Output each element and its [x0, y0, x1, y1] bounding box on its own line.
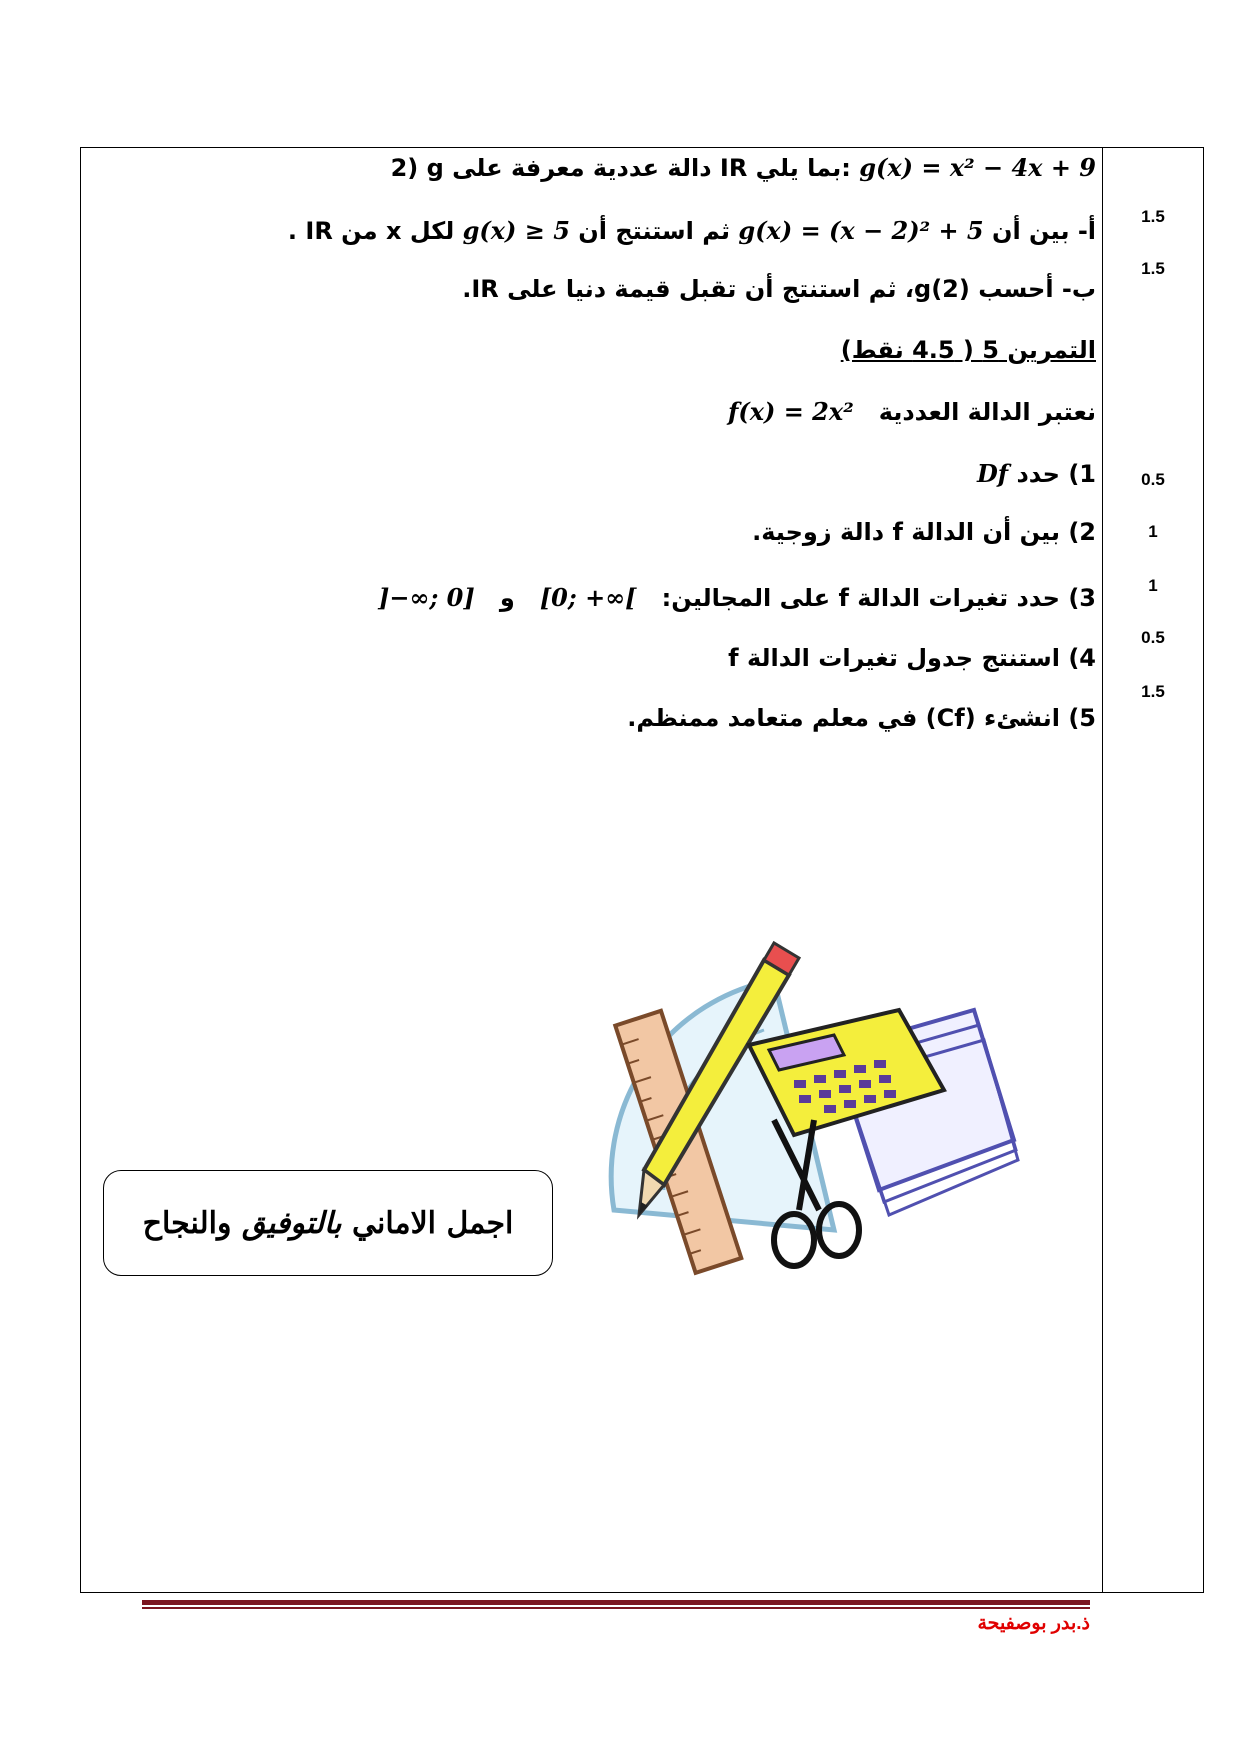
question-b-line: ب- أحسب g(2)، ثم استنتج أن تقبل قيمة دنيا على IR.	[462, 275, 1096, 303]
question-2-line: 2) g دالة عددية معرفة على IR بما يلي: g(x) = x² − 4x + 9	[390, 153, 1096, 182]
exercise-5-q4: 4) استنتج جدول تغيرات الدالة f	[728, 644, 1096, 672]
good-luck-text: اجمل الاماني بالتوفيق والنجاح	[142, 1205, 514, 1241]
points-value: 1	[1148, 522, 1158, 541]
author-name: ذ.بدر بوصفيحة	[977, 1613, 1090, 1634]
school-tools-illustration	[604, 940, 1024, 1280]
exercise-5-intro: نعتبر الدالة العددية f(x) = 2x²	[728, 397, 1096, 426]
good-luck-box	[103, 1170, 553, 1276]
exercise-5-q3: 3) حدد تغيرات الدالة f على المجالين: [0; +∞[ و ]−∞; 0]	[378, 583, 1096, 612]
exercise-5-q1: 1) حدد Df	[976, 459, 1096, 488]
question-a-line: أ- بين أن g(x) = (x − 2)² + 5 ثم استنتج أن g(x) ≥ 5 لكل x من IR .	[287, 216, 1096, 245]
points-value: 1.5	[1141, 682, 1165, 701]
footer-divider	[142, 1600, 1090, 1609]
points-value: 1.5	[1141, 207, 1165, 226]
points-column-divider	[1102, 147, 1103, 1593]
points-value: 1	[1148, 576, 1158, 595]
exercise-5-q5: 5) انشئء (Cf) في معلم متعامد ممنظم.	[627, 704, 1096, 732]
points-value: 1.5	[1141, 259, 1165, 278]
points-value: 0.5	[1141, 628, 1165, 647]
exercise-5-q2: 2) بين أن الدالة f دالة زوجية.	[752, 518, 1096, 546]
exercise-5-title: التمرين 5 ( 4.5 نقط)	[840, 336, 1096, 364]
points-value: 0.5	[1141, 470, 1165, 489]
